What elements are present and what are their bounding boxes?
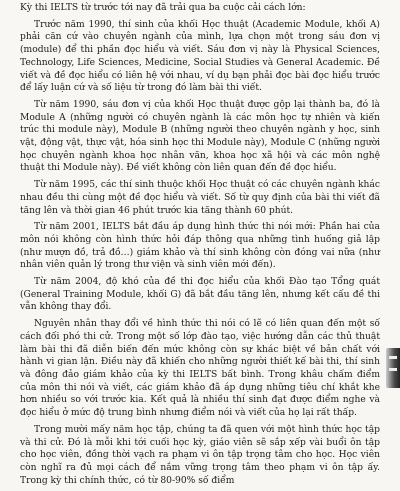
body-text [20, 2, 380, 491]
paragraph: Nguyên nhân thay đổi về hình thức thi nói có lẽ có liên quan đến một số cách đối phó thi cử. Trong một số lớp đào tạo, việc hướng dẫn các thủ thuật làm bài thi đã diễn biến đến mức không còn sự khác biệt về bản chất với hành vi gian lận. Điều này đã khiến cho những người thiết kế bài thi, thí sinh và đông đảo giám khảo của kỳ thi IELTS bất bình. Trong khâu chấm điểm của môn thi nói và viết, các giám khảo đã áp dụng những tiêu chí khắt khe hơn nhiều so với trước kia. Kết quả là nhiều thí sinh đạt được điểm nghe và đọc hiểu ở mức độ trung bình nhưng điểm nói và viết của họ lại rất thấp. [20, 319, 380, 419]
paragraph: Từ năm 2001, IELTS bắt đầu áp dụng hình thức thi nói mới: Phần hai của môn nói không còn hình thức hỏi đáp thông qua những tình huống giả lập (như mượn đồ, trả đồ…) giám khảo và thí sinh không còn đóng vai nữa (như nhân viên quản lý trong thư viện và sinh viên mới đến). [20, 222, 380, 271]
paragraph: Từ năm 1990, sáu đơn vị của khối Học thuật được gộp lại thành ba, đó là Module A (những người có chuyên ngành là các môn học tự nhiên và kiến trúc thi module này), Module B (những người theo chuyên ngành y học, sinh vật, động vật, thực vật, hóa sinh học thi Module này), Module C (những người học chuyên ngành khoa học nhân văn, khoa học xã hội và các môn nghệ thuật thi Module này). Đề viết không còn liên quan đến đề đọc hiểu. [20, 99, 380, 174]
paragraph: Trong mười mấy năm học tập, chúng ta đã quen với một hình thức học tập và thi cử. Đó là mỗi khi tới cuối học kỳ, giáo viên sẽ sắp xếp vài buổi ôn tập cho học viên, đồng thời vạch ra phạm vi ôn tập trọng tâm cho học. Học viên còn nghĩ ra đủ mọi cách để nắm vững trọng tâm theo phạm vi ôn tập ấy. Trong kỳ thi chính thức, có từ 80-90% số điểm [20, 424, 380, 486]
paragraph: Kỳ thi IELTS từ trước tới nay đã trải qua ba cuộc cải cách lớn: [20, 3, 306, 13]
page-edge-tab [386, 348, 400, 388]
paragraph: Từ năm 1995, các thí sinh thuộc khối Học thuật có các chuyên ngành khác nhau đều thi cùng một đề đọc hiểu và viết. Số từ quy định của bài thi viết đã tăng lên và thời gian 46 phút trước kia tăng thành 60 phút. [20, 180, 380, 216]
paragraph: Từ năm 2004, độ khó của đề thi đọc hiểu của khối Đào tạo Tổng quát (General Training Module, khối G) đã bắt đầu tăng lên, nhưng kết cấu đề thi vẫn không thay đổi. [20, 277, 380, 313]
paragraph: Trước năm 1990, thí sinh của khối Học thuật (Academic Module, khối A) phải căn cứ vào chuyên ngành của mình, lựa chọn một trong sáu đơn vị (module) để thi phần đọc hiểu và viết. Sáu đơn vị này là Physical Sciences, Technology, Life Sciences, Medicine, Social Studies và General Academic. Đề viết và đề đọc hiểu có liên hệ với nhau, ví dụ bạn phải đọc bài đọc hiểu trước để lấy luận cứ và số liệu từ trong đó làm bài thi viết. [20, 19, 380, 94]
